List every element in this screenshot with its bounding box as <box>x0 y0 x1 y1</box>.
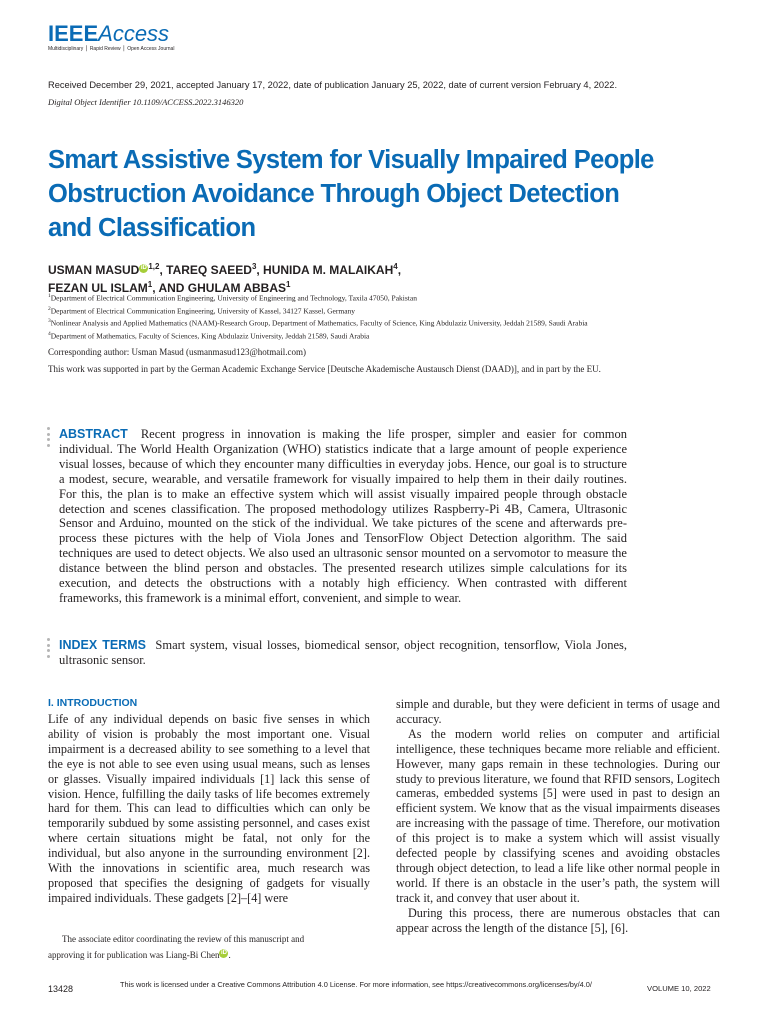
paper-title: Smart Assistive System for Visually Impaired People Obstruction Avoidance Through Object Detection and Classification <box>48 146 654 242</box>
funding-note: This work was supported in part by the German Academic Exchange Service [Deutsche Akademische Austausch Dienst (DAAD)], and in part by the EU. <box>48 364 601 374</box>
abstract <box>59 427 627 606</box>
editor-footnote: The associate editor coordinating the review of this manuscript and approving it for publication was Liang-Bi Chen iD . <box>48 934 305 960</box>
paragraph: As the modern world relies on computer and artificial intelligence, these techniques became more reliable and efficient. However, many gaps remain in these technologies. During our study to previous literature, we found that RFID sensors, Logitech cameras, embedded systems [5] were used in past to design an efficient system. We know that as the visual impairments diseases are increasing with the passage of time. Therefore, our motivation of this project is to make a system which will assist visually defected people by classifying scenes and avoiding obstacles through object detection, to lead a life like other normal people in world. If there is an obstacle in the user’s path, the system will track it, and convey that user about it. <box>396 726 720 905</box>
logo-tagline: Multidisciplinary ⎪ Rapid Review ⎪ Open Access Journal <box>48 46 175 52</box>
affiliation: $^3$Nonlinear Analysis and Applied Mathematics (NAAM)-Research Group, Department of Mathematics, Faculty of Science, King Abdulaziz University, Jeddah 21589, Saudi Arabia <box>48 318 588 328</box>
affiliation: $^1$Department of Electrical Communication Engineering, University of Engineering and Technology, Taxila 47050, Pakistan <box>48 293 417 303</box>
author-name: USMAN MASUD <box>48 263 140 277</box>
affiliation: $^2$Department of Electrical Communication Engineering, University of Kassel, 34127 Kassel, Germany <box>48 305 356 315</box>
body-text-right <box>396 697 720 936</box>
index-terms <box>59 638 627 668</box>
volume-label: VOLUME 10, 2022 <box>647 984 711 993</box>
author-name: FEZAN UL ISLAM <box>48 280 148 295</box>
orcid-icon[interactable]: iD <box>140 265 147 271</box>
paragraph: During this process, there are numerous obstacles that can appear across the length of the distance [5], [6]. <box>396 905 720 935</box>
received-dates: Received December 29, 2021, accepted January 17, 2022, date of publication January 25, 2022, date of current version February 4, 2022. <box>48 80 618 90</box>
paragraph: simple and durable, but they were deficient in terms of usage and accuracy. <box>396 697 720 726</box>
section-heading: I. INTRODUCTION <box>48 697 138 709</box>
section-marker-icon <box>47 638 51 660</box>
author-list: USMAN MASUD iD $^{1,2}$, TAREQ SAEED$^3$, HUNIDA M. MALAIKAH$^4$, FEZAN UL ISLAM$^1$, AND GHULAM ABBAS$^1$ <box>48 262 402 295</box>
abstract-label: ABSTRACT <box>59 427 128 441</box>
affiliations <box>48 291 628 341</box>
affiliation: $^4$Department of Mathematics, Faculty of Sciences, King Abdulaziz University, Jeddah 21589, Saudi Arabia <box>48 330 370 340</box>
abstract-text: Recent progress in innovation is making the life prosper, simpler and easier for common individual. The World Health Organization (WHO) statistics indicate that a large amount of people experience visual losses, because of which they encounter many difficulties in everyday jobs. Hence, our goal is to structure a modest, secure, wearable, and versatile framework for visually impaired to help them in their daily routines. For this, the plan is to make an effective system which will assist visually impaired people through obstacle detection and scenes classification. The proposed methodology utilizes Raspberry-Pi 4B, Camera, Ultrasonic Sensor and Arduino, mounted on the stick of the individual. We take pictures of the scene and afterwards pre-process these pictures with the help of Viola Jones and TensorFlow Object Detection algorithm. The said techniques are used to detect objects. We also used an ultrasonic sensor mounted on a servomotor to measure the distance between the blind person and obstacles. The presented research utilizes simple calculations for its execution, and detects the obstructions with a notably high efficiency. When contrasted with different frameworks, this framework is a minimal effort, convenient, and simple to wear. <box>59 427 628 605</box>
index-terms-text: Smart system, visual losses, biomedical sensor, object recognition, tensorflow, Viola Jones, ultrasonic sensor. <box>59 638 627 667</box>
corresponding-author: Corresponding author: Usman Masud (usmanmasud123@hotmail.com) <box>48 347 307 357</box>
doi: Digital Object Identifier 10.1109/ACCESS.2022.3146320 <box>48 97 244 107</box>
journal-logo <box>48 22 174 52</box>
page-number: 13428 <box>48 984 74 994</box>
license-note: This work is licensed under a Creative Commons Attribution 4.0 License. For more information, see https://creativecommons.org/licenses/by/4.0/ <box>120 980 592 989</box>
body-text-left: Life of any individual depends on basic five senses in which ability of vision is probably the most important one. Visual impairment is a decreased ability to see something to a level that the eye is not able to see even using usual means, such as lenses or glasses. Visually impaired individuals [1] lack this sense of vision. Hence, fulfilling the daily tasks of life becomes extremely hard for them. This can lead to difficulties which can only be temporarily subdued by some assisting personnel, and cases exist where certain situations might be fatal, not only for the individual, but also anyone in the surrounding environment [2]. With the innovations in scientific area, much research was proposed that specifies the designing of gadgets for visually impaired individuals. These gadgets [2]–[4] were <box>48 712 370 905</box>
logo-wordmark: IEEEAccess <box>48 21 170 46</box>
index-terms-label: INDEX TERMS <box>59 638 146 652</box>
orcid-icon[interactable]: iD <box>220 950 227 956</box>
section-marker-icon <box>47 427 51 449</box>
